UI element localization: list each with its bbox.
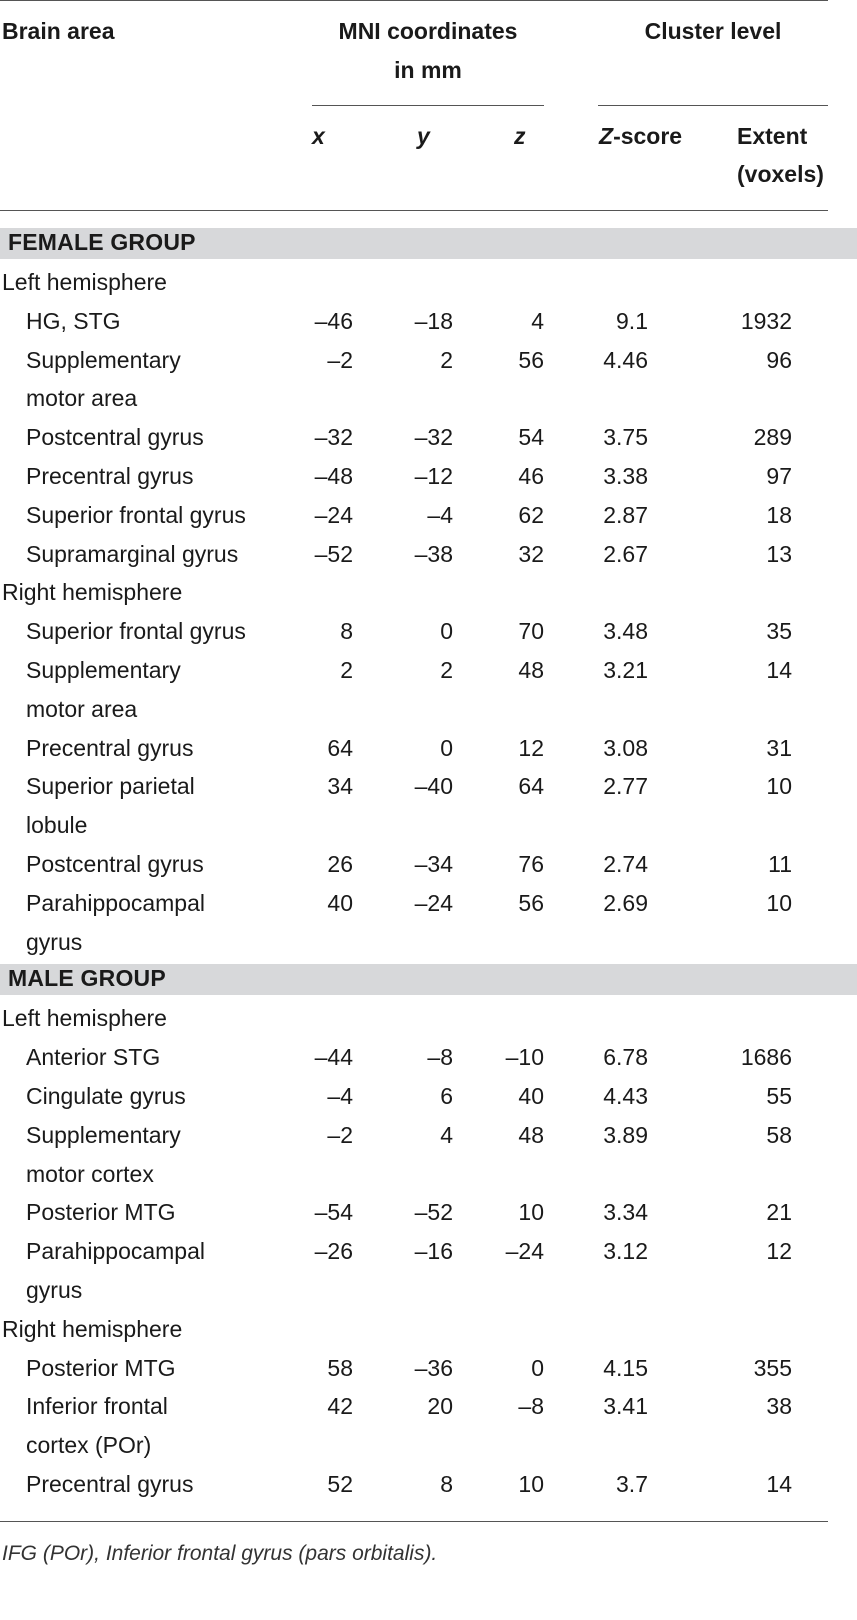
z-cell: 56 xyxy=(518,889,544,916)
brain-area-cell: gyrus xyxy=(26,1276,83,1303)
brain-area-cell: Postcentral gyrus xyxy=(26,424,204,451)
zscore-cell: 4.43 xyxy=(603,1083,648,1109)
table-bottom-rule xyxy=(0,1521,828,1522)
brain-area-cell: motor cortex xyxy=(26,1160,154,1187)
brain-area-cell: Cingulate gyrus xyxy=(26,1083,186,1109)
zscore-cell: 3.38 xyxy=(603,463,648,489)
header-bottom-rule xyxy=(0,210,828,211)
group-band xyxy=(0,964,857,995)
extent-cell: 13 xyxy=(766,540,792,567)
x-cell: –2 xyxy=(327,1121,353,1148)
extent-cell: 21 xyxy=(766,1199,792,1226)
hemisphere-label: Right hemisphere xyxy=(2,1315,183,1342)
z-cell: 48 xyxy=(518,1121,544,1148)
y-cell: –34 xyxy=(414,851,453,877)
brain-area-cell: gyrus xyxy=(26,928,83,955)
zscore-cell: 3.21 xyxy=(603,657,648,683)
x-cell: 2 xyxy=(340,657,353,683)
y-cell: 6 xyxy=(440,1083,453,1109)
y-cell: –12 xyxy=(414,463,453,489)
table-row xyxy=(0,615,857,654)
hemisphere-label: Left hemisphere xyxy=(2,269,167,295)
x-cell: 58 xyxy=(327,1354,353,1381)
group-label: MALE GROUP xyxy=(8,965,166,992)
extent-cell: 14 xyxy=(766,657,792,683)
header-extent-line2: (voxels) xyxy=(737,161,824,187)
zscore-cell: 2.87 xyxy=(603,501,648,528)
extent-cell: 97 xyxy=(766,463,792,489)
y-cell: –18 xyxy=(414,307,453,334)
x-cell: 26 xyxy=(327,851,353,877)
x-cell: 52 xyxy=(327,1471,353,1497)
brain-area-cell: Precentral gyrus xyxy=(26,734,194,761)
table-row xyxy=(0,499,857,538)
extent-cell: 11 xyxy=(768,851,792,877)
brain-area-cell: Parahippocampal xyxy=(26,889,206,916)
z-cell: 32 xyxy=(518,540,544,567)
z-cell: 0 xyxy=(531,1354,544,1381)
table-row xyxy=(0,305,857,344)
x-cell: –32 xyxy=(314,424,353,451)
z-cell: 40 xyxy=(518,1083,544,1109)
hemisphere-label: Left hemisphere xyxy=(2,1005,167,1032)
zscore-cell: 3.41 xyxy=(603,1393,648,1420)
hemisphere-label: Right hemisphere xyxy=(2,579,183,606)
extent-cell: 10 xyxy=(766,889,792,916)
brain-area-cell: Posterior MTG xyxy=(26,1354,176,1381)
z-cell: 56 xyxy=(518,346,544,373)
mni-underline xyxy=(312,105,544,106)
x-cell: –44 xyxy=(314,1044,353,1071)
header-mni-line2: in mm xyxy=(394,57,462,83)
brain-area-cell: Superior frontal gyrus xyxy=(26,501,246,528)
zscore-cell: 6.78 xyxy=(603,1044,648,1071)
table-row xyxy=(0,654,857,732)
extent-cell: 55 xyxy=(766,1083,792,1109)
table-row xyxy=(0,1119,857,1197)
x-cell: –48 xyxy=(314,463,353,489)
z-cell: 54 xyxy=(518,424,544,451)
brain-area-cell: Precentral gyrus xyxy=(26,463,194,489)
extent-cell: 14 xyxy=(766,1471,792,1497)
zscore-cell: 3.48 xyxy=(603,618,648,645)
header-extent-line1: Extent xyxy=(737,123,808,149)
x-cell: 40 xyxy=(327,889,353,916)
header-zscore-rest: -score xyxy=(613,123,683,149)
extent-cell: 12 xyxy=(766,1238,792,1265)
extent-cell: 31 xyxy=(766,734,792,761)
brain-area-cell: Superior parietal xyxy=(26,773,195,800)
footnote: IFG (POr), Inferior frontal gyrus (pars orbitalis). xyxy=(2,1542,438,1565)
y-cell: –16 xyxy=(414,1238,453,1265)
table-row xyxy=(0,1235,857,1313)
x-cell: –24 xyxy=(314,501,353,528)
y-cell: 2 xyxy=(440,657,453,683)
brain-area-cell: lobule xyxy=(26,812,88,839)
header-cluster-level: Cluster level xyxy=(644,18,782,44)
extent-cell: 1686 xyxy=(740,1044,792,1071)
z-cell: 76 xyxy=(518,851,544,877)
zscore-cell: 3.08 xyxy=(603,734,648,761)
zscore-cell: 2.67 xyxy=(603,540,648,567)
x-cell: 34 xyxy=(327,773,353,800)
y-cell: 0 xyxy=(440,618,453,645)
brain-area-cell: Supplementary xyxy=(26,1121,181,1148)
z-cell: 10 xyxy=(518,1471,544,1497)
z-cell: –24 xyxy=(505,1238,544,1265)
y-cell: –8 xyxy=(427,1044,453,1071)
brain-area-cell: Supplementary xyxy=(26,657,181,683)
y-cell: –52 xyxy=(414,1199,453,1226)
x-cell: –46 xyxy=(314,307,353,334)
zscore-cell: 3.34 xyxy=(603,1199,648,1226)
z-cell: –10 xyxy=(505,1044,544,1071)
brain-area-cell: Supplementary xyxy=(26,346,181,373)
table-row xyxy=(0,538,857,577)
zscore-cell: 4.15 xyxy=(603,1354,648,1381)
extent-cell: 1932 xyxy=(740,307,792,334)
x-cell: 42 xyxy=(327,1393,353,1420)
extent-cell: 96 xyxy=(766,346,792,373)
zscore-cell: 2.74 xyxy=(603,851,648,877)
extent-cell: 10 xyxy=(766,773,792,800)
header-mni-line1: MNI coordinates xyxy=(338,18,518,44)
group-label: FEMALE GROUP xyxy=(8,229,196,255)
table-row xyxy=(0,460,857,499)
group-band xyxy=(0,228,857,259)
zscore-cell: 2.69 xyxy=(603,889,648,916)
y-cell: –24 xyxy=(414,889,453,916)
y-cell: –4 xyxy=(427,501,453,528)
brain-area-cell: Superior frontal gyrus xyxy=(26,618,246,645)
y-cell: 8 xyxy=(440,1471,453,1497)
zscore-cell: 4.46 xyxy=(603,346,648,373)
z-cell: –8 xyxy=(518,1393,544,1420)
brain-area-cell: motor area xyxy=(26,695,138,722)
z-cell: 12 xyxy=(518,734,544,761)
y-cell: 4 xyxy=(440,1121,453,1148)
brain-area-cell: HG, STG xyxy=(26,307,121,334)
table-row xyxy=(0,732,857,771)
z-cell: 10 xyxy=(518,1199,544,1226)
y-cell: 2 xyxy=(440,346,453,373)
brain-area-cell: Posterior MTG xyxy=(26,1199,176,1226)
zscore-cell: 3.12 xyxy=(603,1238,648,1265)
zscore-cell: 3.7 xyxy=(616,1471,648,1497)
brain-area-cell: Postcentral gyrus xyxy=(26,851,204,877)
brain-area-cell: Precentral gyrus xyxy=(26,1471,194,1497)
table-top-rule xyxy=(0,0,828,1)
y-cell: 20 xyxy=(427,1393,453,1420)
y-cell: –38 xyxy=(414,540,453,567)
y-cell: –32 xyxy=(414,424,453,451)
x-cell: –52 xyxy=(314,540,353,567)
x-cell: 64 xyxy=(327,734,353,761)
x-cell: –26 xyxy=(314,1238,353,1265)
table-row xyxy=(0,421,857,460)
header-x: x xyxy=(312,123,325,149)
z-cell: 46 xyxy=(518,463,544,489)
y-cell: –36 xyxy=(414,1354,453,1381)
z-cell: 4 xyxy=(531,307,544,334)
brain-area-cell: motor area xyxy=(26,385,138,412)
header-zscore xyxy=(599,123,682,150)
zscore-cell: 9.1 xyxy=(616,307,648,334)
zscore-cell: 2.77 xyxy=(603,773,648,800)
x-cell: –2 xyxy=(327,346,353,373)
extent-cell: 355 xyxy=(753,1354,792,1381)
table-row xyxy=(0,887,857,965)
x-cell: –4 xyxy=(327,1083,353,1109)
brain-area-cell: Supramarginal gyrus xyxy=(26,540,239,567)
z-cell: 70 xyxy=(518,618,544,645)
table-row xyxy=(0,344,857,422)
table-row xyxy=(0,1352,857,1391)
z-cell: 64 xyxy=(518,773,544,800)
header-y: y xyxy=(417,123,430,149)
header-brain-area: Brain area xyxy=(2,18,115,44)
brain-area-cell: Inferior frontal xyxy=(26,1393,168,1420)
header-z: z xyxy=(514,123,526,149)
z-cell: 62 xyxy=(518,501,544,528)
cluster-underline xyxy=(598,105,828,106)
brain-area-cell: Anterior STG xyxy=(26,1044,161,1071)
z-cell: 48 xyxy=(518,657,544,683)
y-cell: 0 xyxy=(440,734,453,761)
table-row xyxy=(0,770,857,848)
x-cell: –54 xyxy=(314,1199,353,1226)
table-row xyxy=(0,1196,857,1235)
header-zscore-italic: Z xyxy=(599,123,614,149)
table-row xyxy=(0,1390,857,1468)
brain-area-cell: cortex (POr) xyxy=(26,1432,152,1459)
table-row xyxy=(0,1041,857,1080)
zscore-cell: 3.75 xyxy=(603,424,648,451)
table-row xyxy=(0,1080,857,1119)
extent-cell: 35 xyxy=(766,618,792,645)
table-row xyxy=(0,848,857,887)
extent-cell: 289 xyxy=(753,424,792,451)
extent-cell: 18 xyxy=(766,501,792,528)
x-cell: 8 xyxy=(340,618,353,645)
brain-area-cell: Parahippocampal xyxy=(26,1238,206,1265)
extent-cell: 38 xyxy=(766,1393,792,1420)
extent-cell: 58 xyxy=(766,1121,792,1148)
zscore-cell: 3.89 xyxy=(603,1121,648,1148)
table-row xyxy=(0,1468,857,1507)
y-cell: –40 xyxy=(414,773,453,800)
